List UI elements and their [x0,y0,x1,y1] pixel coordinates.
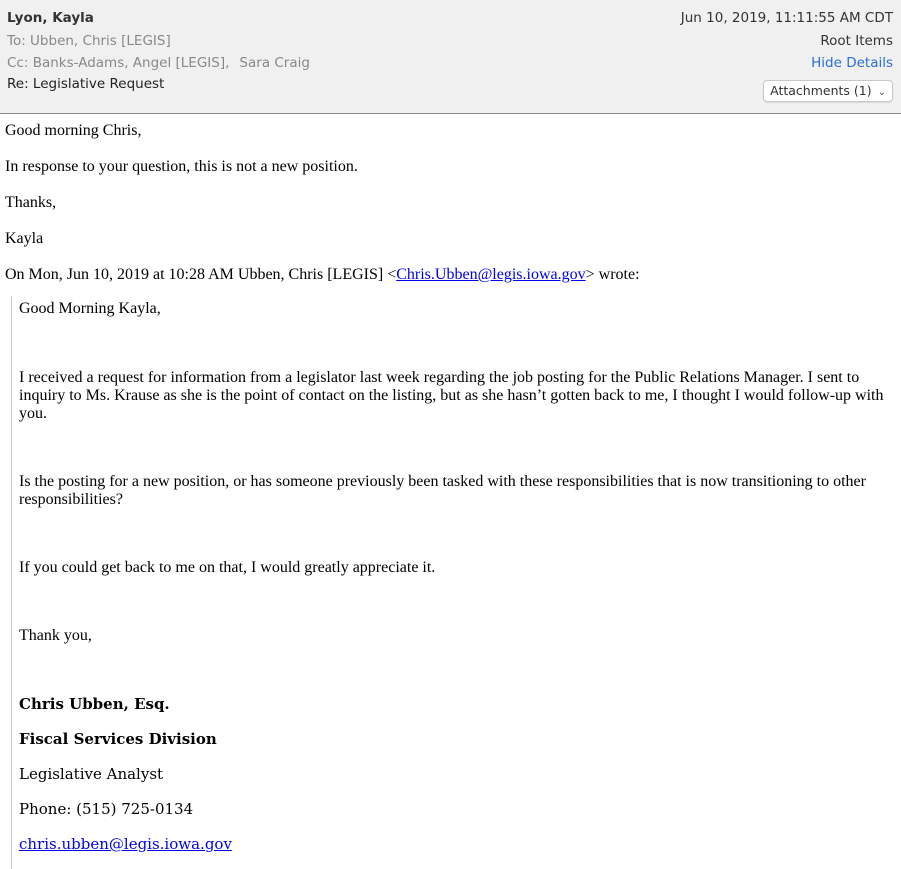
signature-phone: Phone: (515) 725-0134 [19,800,194,818]
reply-greeting: Good morning Chris, [5,122,142,139]
quoted-greeting: Good Morning Kayla, [19,300,161,317]
quoted-closing: Thank you, [19,627,92,644]
cc-recipients[interactable] [7,55,310,71]
sender-name[interactable]: Lyon, Kayla [7,10,94,26]
signature-email [19,835,232,853]
signature-division: Fiscal Services Division [19,730,217,748]
quoted-paragraph-1: I received a request for information from a legislator last week regarding the job posting for the Public Relations Manager. I sent to inquiry to Ms. Krause as she is the point of contact on the listing, but as she hasn’t gotten back to me, I thought I would follow-up with you. [19,369,884,422]
signature-name: Chris Ubben, Esq. [19,695,170,713]
message-date: Jun 10, 2019, 11:11:55 AM CDT [680,10,893,26]
reply-line: In response to your question, this is not a new position. [5,158,358,175]
quote-attribution [5,266,640,284]
signature-email-link[interactable]: chris.ubben@legis.iowa.gov [19,835,232,853]
attachments-button[interactable] [763,80,893,102]
attachments-label: Attachments (1) [770,83,872,98]
quoted-paragraph-3: If you could get back to me on that, I would greatly appreciate it. [19,559,436,576]
message-header [0,0,901,114]
attribution-suffix: > wrote: [585,266,640,283]
attribution-email-link[interactable]: Chris.Ubben@legis.iowa.gov [396,266,586,283]
to-recipients[interactable]: To: Ubben, Chris [LEGIS] [7,33,171,49]
subject-line: Re: Legislative Request [7,76,165,92]
reply-signature: Kayla [5,230,44,247]
reply-thanks: Thanks, [5,194,57,211]
quoted-paragraph-2: Is the posting for a new position, or has someone previously been tasked with these responsibilities that is now transitioning to other responsibilities? [19,473,866,508]
hide-details-link[interactable]: Hide Details [811,55,893,71]
folder-name: Root Items [820,33,893,49]
quoted-message [11,296,890,869]
cc-second[interactable]: Sara Craig [239,55,310,71]
chevron-down-icon: ⌄ [877,87,886,98]
cc-first[interactable]: Cc: Banks-Adams, Angel [LEGIS], [7,55,230,71]
attribution-prefix: On Mon, Jun 10, 2019 at 10:28 AM Ubben, Chris [LEGIS] < [5,266,397,283]
signature-title: Legislative Analyst [19,765,164,783]
